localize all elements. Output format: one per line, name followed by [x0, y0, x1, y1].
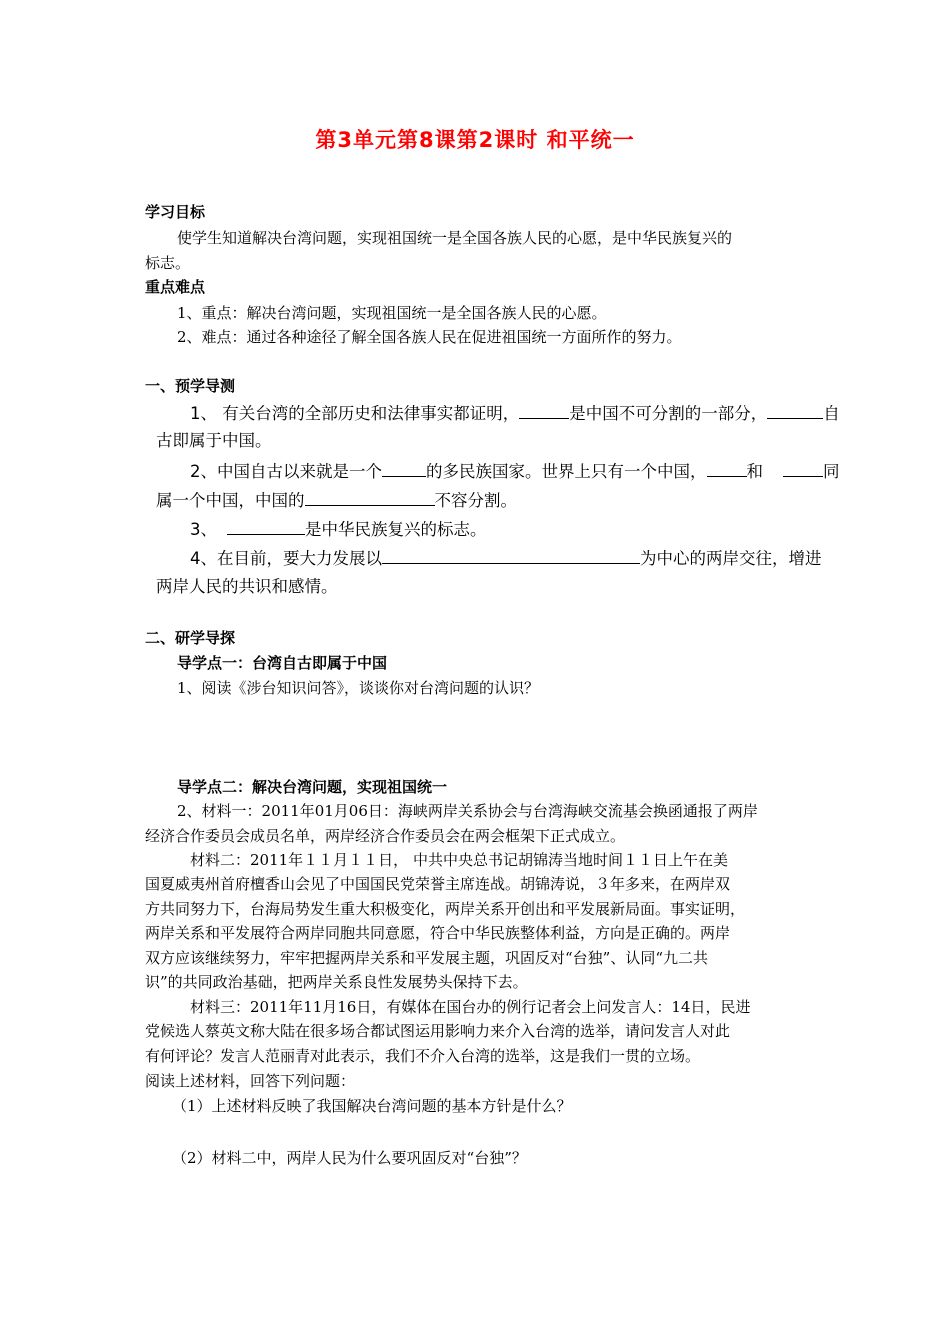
material-2-line3: 方共同努力下，台海局势发生重大积极变化，两岸关系开创出和平发展新局面。事实证明，: [145, 900, 746, 918]
preview-question-4: [190, 548, 822, 569]
material-3-line3: 有何评论？发言人范丽青对此表示，我们不介入台湾的选举，这是我们一贯的立场。: [145, 1047, 701, 1065]
q2-text-d: 同: [823, 462, 840, 481]
key-points-heading: 重点难点: [145, 278, 206, 296]
material-1-line1: 2、材料一：2011年01月06日：海峡两岸关系协会与台湾海峡交流基会换函通报了两岸: [177, 802, 758, 820]
study-point-2-heading: 导学点二：解决台湾问题，实现祖国统一: [177, 778, 448, 796]
q2-text-a: 2、中国自古以来就是一个: [190, 462, 382, 481]
q2-text-c: 和: [746, 462, 763, 481]
q3-text-b: 是中华民族复兴的标志。: [305, 520, 487, 539]
q1-text-b: 是中国不可分割的一部分，: [569, 404, 768, 423]
research-heading: 二、研学导探: [145, 629, 236, 647]
difficult-point-item: 2、难点：通过各种途径了解全国各族人民在促进祖国统一方面所作的努力。: [177, 328, 682, 346]
q1-text-a: 1、 有关台湾的全部历史和法律事实都证明，: [190, 404, 520, 423]
preview-question-1: [190, 403, 840, 424]
study-point-1-heading: 导学点一：台湾自古即属于中国: [177, 654, 388, 672]
q2-text-e: 属一个中国，中国的: [156, 491, 305, 510]
fill-blank[interactable]: [382, 548, 640, 564]
goals-text-line1: 使学生知道解决台湾问题，实现祖国统一是全国各族人民的心愿，是中华民族复兴的: [177, 229, 733, 247]
sub-question-2: （2）材料二中，两岸人民为什么要巩固反对“台独”？: [172, 1149, 527, 1167]
q3-text-a: 3、: [190, 520, 217, 539]
page-title: 第3单元第8课第2课时 和平统一: [315, 128, 635, 152]
goals-heading: 学习目标: [145, 203, 206, 221]
q2-text-f: 不容分割。: [434, 491, 517, 510]
preview-question-2: [190, 461, 840, 482]
material-2-line2: 国夏威夷州首府檀香山会见了中国国民党荣誉主席连战。胡锦涛说，３年多来，在两岸双: [145, 875, 731, 893]
material-1-line2: 经济合作委员会成员名单，两岸经济合作委员会在两会框架下正式成立。: [145, 827, 626, 845]
material-2-line4: 两岸关系和平发展符合两岸同胞共同意愿，符合中华民族整体利益，方向是正确的。两岸: [145, 924, 731, 942]
reading-instruction: 阅读上述材料，回答下列问题：: [145, 1072, 356, 1090]
fill-blank[interactable]: [707, 461, 747, 477]
material-2-line1: 材料二：2011年１１月１１日， 中共中央总书记胡锦涛当地时间１１日上午在美: [190, 851, 728, 869]
preview-heading: 一、预学导测: [145, 377, 236, 395]
q4-text-b: 为中心的两岸交往，增进: [640, 549, 822, 568]
fill-blank[interactable]: [519, 403, 569, 419]
preview-question-3: [190, 519, 487, 540]
study-point-1-question: 1、阅读《涉台知识问答》，谈谈你对台湾问题的认识？: [177, 679, 540, 697]
material-2-line6: 识”的共同政治基础，把两岸关系良性发展势头保持下去。: [145, 973, 528, 991]
material-3-line2: 党候选人蔡英文称大陆在很多场合都试图运用影响力来介入台湾的选举，请问发言人对此: [145, 1022, 731, 1040]
q2-text-b: 的多民族国家。世界上只有一个中国，: [426, 462, 707, 481]
fill-blank[interactable]: [783, 461, 823, 477]
q1-text-c: 自: [823, 404, 840, 423]
fill-blank[interactable]: [305, 490, 435, 506]
preview-question-4-cont: 两岸人民的共识和感情。: [156, 577, 338, 596]
fill-blank[interactable]: [382, 461, 426, 477]
key-point-item: 1、重点：解决台湾问题，实现祖国统一是全国各族人民的心愿。: [177, 304, 607, 322]
preview-question-1-cont: 古即属于中国。: [156, 431, 272, 450]
material-2-line5: 双方应该继续努力，牢牢把握两岸关系和平发展主题，巩固反对“台独”、认同“九二共: [145, 949, 709, 967]
preview-question-2-cont: [156, 490, 517, 511]
fill-blank[interactable]: [227, 519, 305, 535]
material-3-line1: 材料三：2011年11月16日，有媒体在国台办的例行记者会上问发言人：14日，民进: [190, 998, 751, 1016]
q4-text-a: 4、在目前，要大力发展以: [190, 549, 382, 568]
sub-question-1: （1）上述材料反映了我国解决台湾问题的基本方针是什么？: [172, 1097, 572, 1115]
goals-text-line2: 标志。: [145, 254, 191, 272]
fill-blank[interactable]: [767, 403, 823, 419]
